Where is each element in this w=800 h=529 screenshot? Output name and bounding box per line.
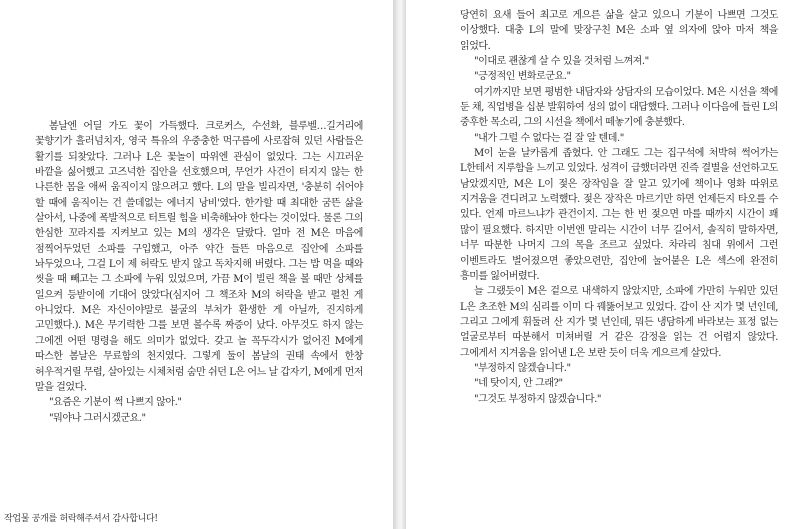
book-gutter: [393, 0, 406, 529]
paragraph: 늘 그랬듯이 M은 겉으로 내색하지 않았지만, 소파에 가만히 누워만 있던 L은 초조한 M의 심리를 이미 다 꿰뚫어보고 있었다. 갑이 산 지가 몇 년인데, 그리고 그에게 휘둘려 산 지가 몇 년인데, 뭐든 냉담하게 바라보는 표정 없는 얼굴로부터 따분해서 미쳐버릴 거 같은 감정을 읽는 건 어렵지 않았다. 그에게서 지겨움을 읽어낸 L은 보란 듯이 더욱 게으르게 살았다.: [460, 286, 778, 359]
paragraph: 여기까지만 보면 평범한 내담자와 상담자의 모습이었다. M은 시선을 책에 둔 채, 직업병을 십분 발휘하여 성의 없이 대답했다. 그러나 이다음에 들린 L의 중후한 목소리, 그의 시선을 책에서 떼놓기에 충분했다.: [460, 86, 778, 129]
right-page: [406, 0, 800, 529]
dialogue-line: "내가 그럴 수 없다는 걸 잘 알 텐데.": [474, 132, 624, 144]
paragraph: 당연히 요새 들어 최고로 게으른 삶을 살고 있으니 기분이 나쁘면 그것도 이상했다. 대충 L의 말에 맞장구친 M은 소파 옆 의자에 앉아 마저 책을 읽었다.: [460, 10, 778, 52]
dialogue-line: "네 탓이지, 안 그래?": [474, 378, 563, 390]
dialogue-line: "이대로 괜찮게 살 수 있을 것처럼 느껴져.": [474, 56, 649, 68]
dialogue-line: "그것도 부정하지 않겠습니다.": [474, 393, 602, 405]
footer-note: 작업물 공개를 허락해주셔서 감사합니다!: [4, 514, 158, 524]
dialogue-line: "긍정적인 변화로군요.": [474, 71, 571, 83]
dialogue-line: "요즘은 기분이 썩 나쁘지 않아.": [49, 397, 182, 409]
paragraph: M이 눈을 날카롭게 좁혔다. 안 그래도 그는 집구석에 처박혀 썩어가는 L한테서 지루함을 느끼고 있었다. 성격이 급했더라면 진즉 결별을 선언하고도 남았겠지만, M은 L이 젖은 장작임을 잘 알고 있기에 책이나 영화 따위로 지겨움을 견디려고 노력했다. 젖은 장작은 마르기만 하면 언제든지 타오를 수 있다. 언제 마르느냐가 관건이지. 그는 한 번 젖으면 마를 때까지 시간이 꽤 많이 필요했다. 하지만 이번엔 말리는 시간이 너무 길어서, 솔직히 말하자면, 너무 따분한 나머지 그의 목을 조르고 싶었다. 차라리 침대 위에서 그런 이벤트라도 벌어졌으면 좋았으련만, 집안에 눌어붙은 L은 섹스에 완전히 흥미를 잃어버렸다.: [460, 148, 778, 282]
right-page-text: [460, 8, 778, 407]
dialogue-line: "부정하지 않겠습니다.": [474, 362, 571, 374]
left-page: [0, 0, 393, 529]
dialogue-line: "뭐야나 그러시겠군요.": [49, 412, 146, 424]
paragraph: 봄날엔 어딜 가도 꽃이 가득했다. 크로커스, 수선화, 블루벨…길거리에 꽃향기가 흘러넘치자, 영국 특유의 우중충한 먹구름에 사로잡혀 있던 사람들은 활기를 되찾았다. 그러나 L은 꽃놀이 따위엔 관심이 없었다. 그는 시끄러운 바깥을 싫어했고 고즈넉한 집안을 선호했으며, 무언가 사건이 터지지 않는 한 나른한 몸을 애써 움직이지 않으려고 했다. L의 말을 빌리자면, '충분히 쉬어야 할 때에 움직이는 건 쓸데없는 에너지 낭비'였다. 한가할 때 최대한 굼뜬 삶을 살아서, 나중에 폭발적으로 터트릴 힘을 비축해놔야 한다는 것이었다. 물론 그의 한심한 꼬라지를 지켜보고 있는 M의 생각은 달랐다. 얼마 전 M은 마음에 점찍어두었던 소파를 구입했고, 아주 약간 들뜬 마음으로 집안에 소파를 놔두었으나, 그걸 L이 제 허락도 받지 않고 독차지해 버렸다. 그는 밥 먹을 때와 씻을 때 빼고는 그 소파에 누워 있었으며, 가끔 M이 빌린 책을 볼 때만 상체를 일으켜 등받이에 기대어 앉았다(심지어 그 책조차 M의 허락을 받고 펼친 게 아니었다. M은 자신이야말로 불굴의 부처가 환생한 게 아닐까, 진지하게 고민했다.). M은 무기력한 그를 보면 볼수록 짜증이 났다. 아무것도 하지 않는 그에겐 어떤 명령을 해도 의미가 없었다. 갖고 놀 꼭두각시가 없어진 M에게 따스한 봄날은 무료함의 천지였다. 그렇게 둘이 봄날의 권태 속에서 한창 허우적거릴 무렵, 살아있는 시체처럼 숨만 쉬던 L은 어느 날 갑자기, M에게 먼저 말을 걸었다.: [35, 121, 364, 393]
left-page-text: [35, 119, 363, 426]
